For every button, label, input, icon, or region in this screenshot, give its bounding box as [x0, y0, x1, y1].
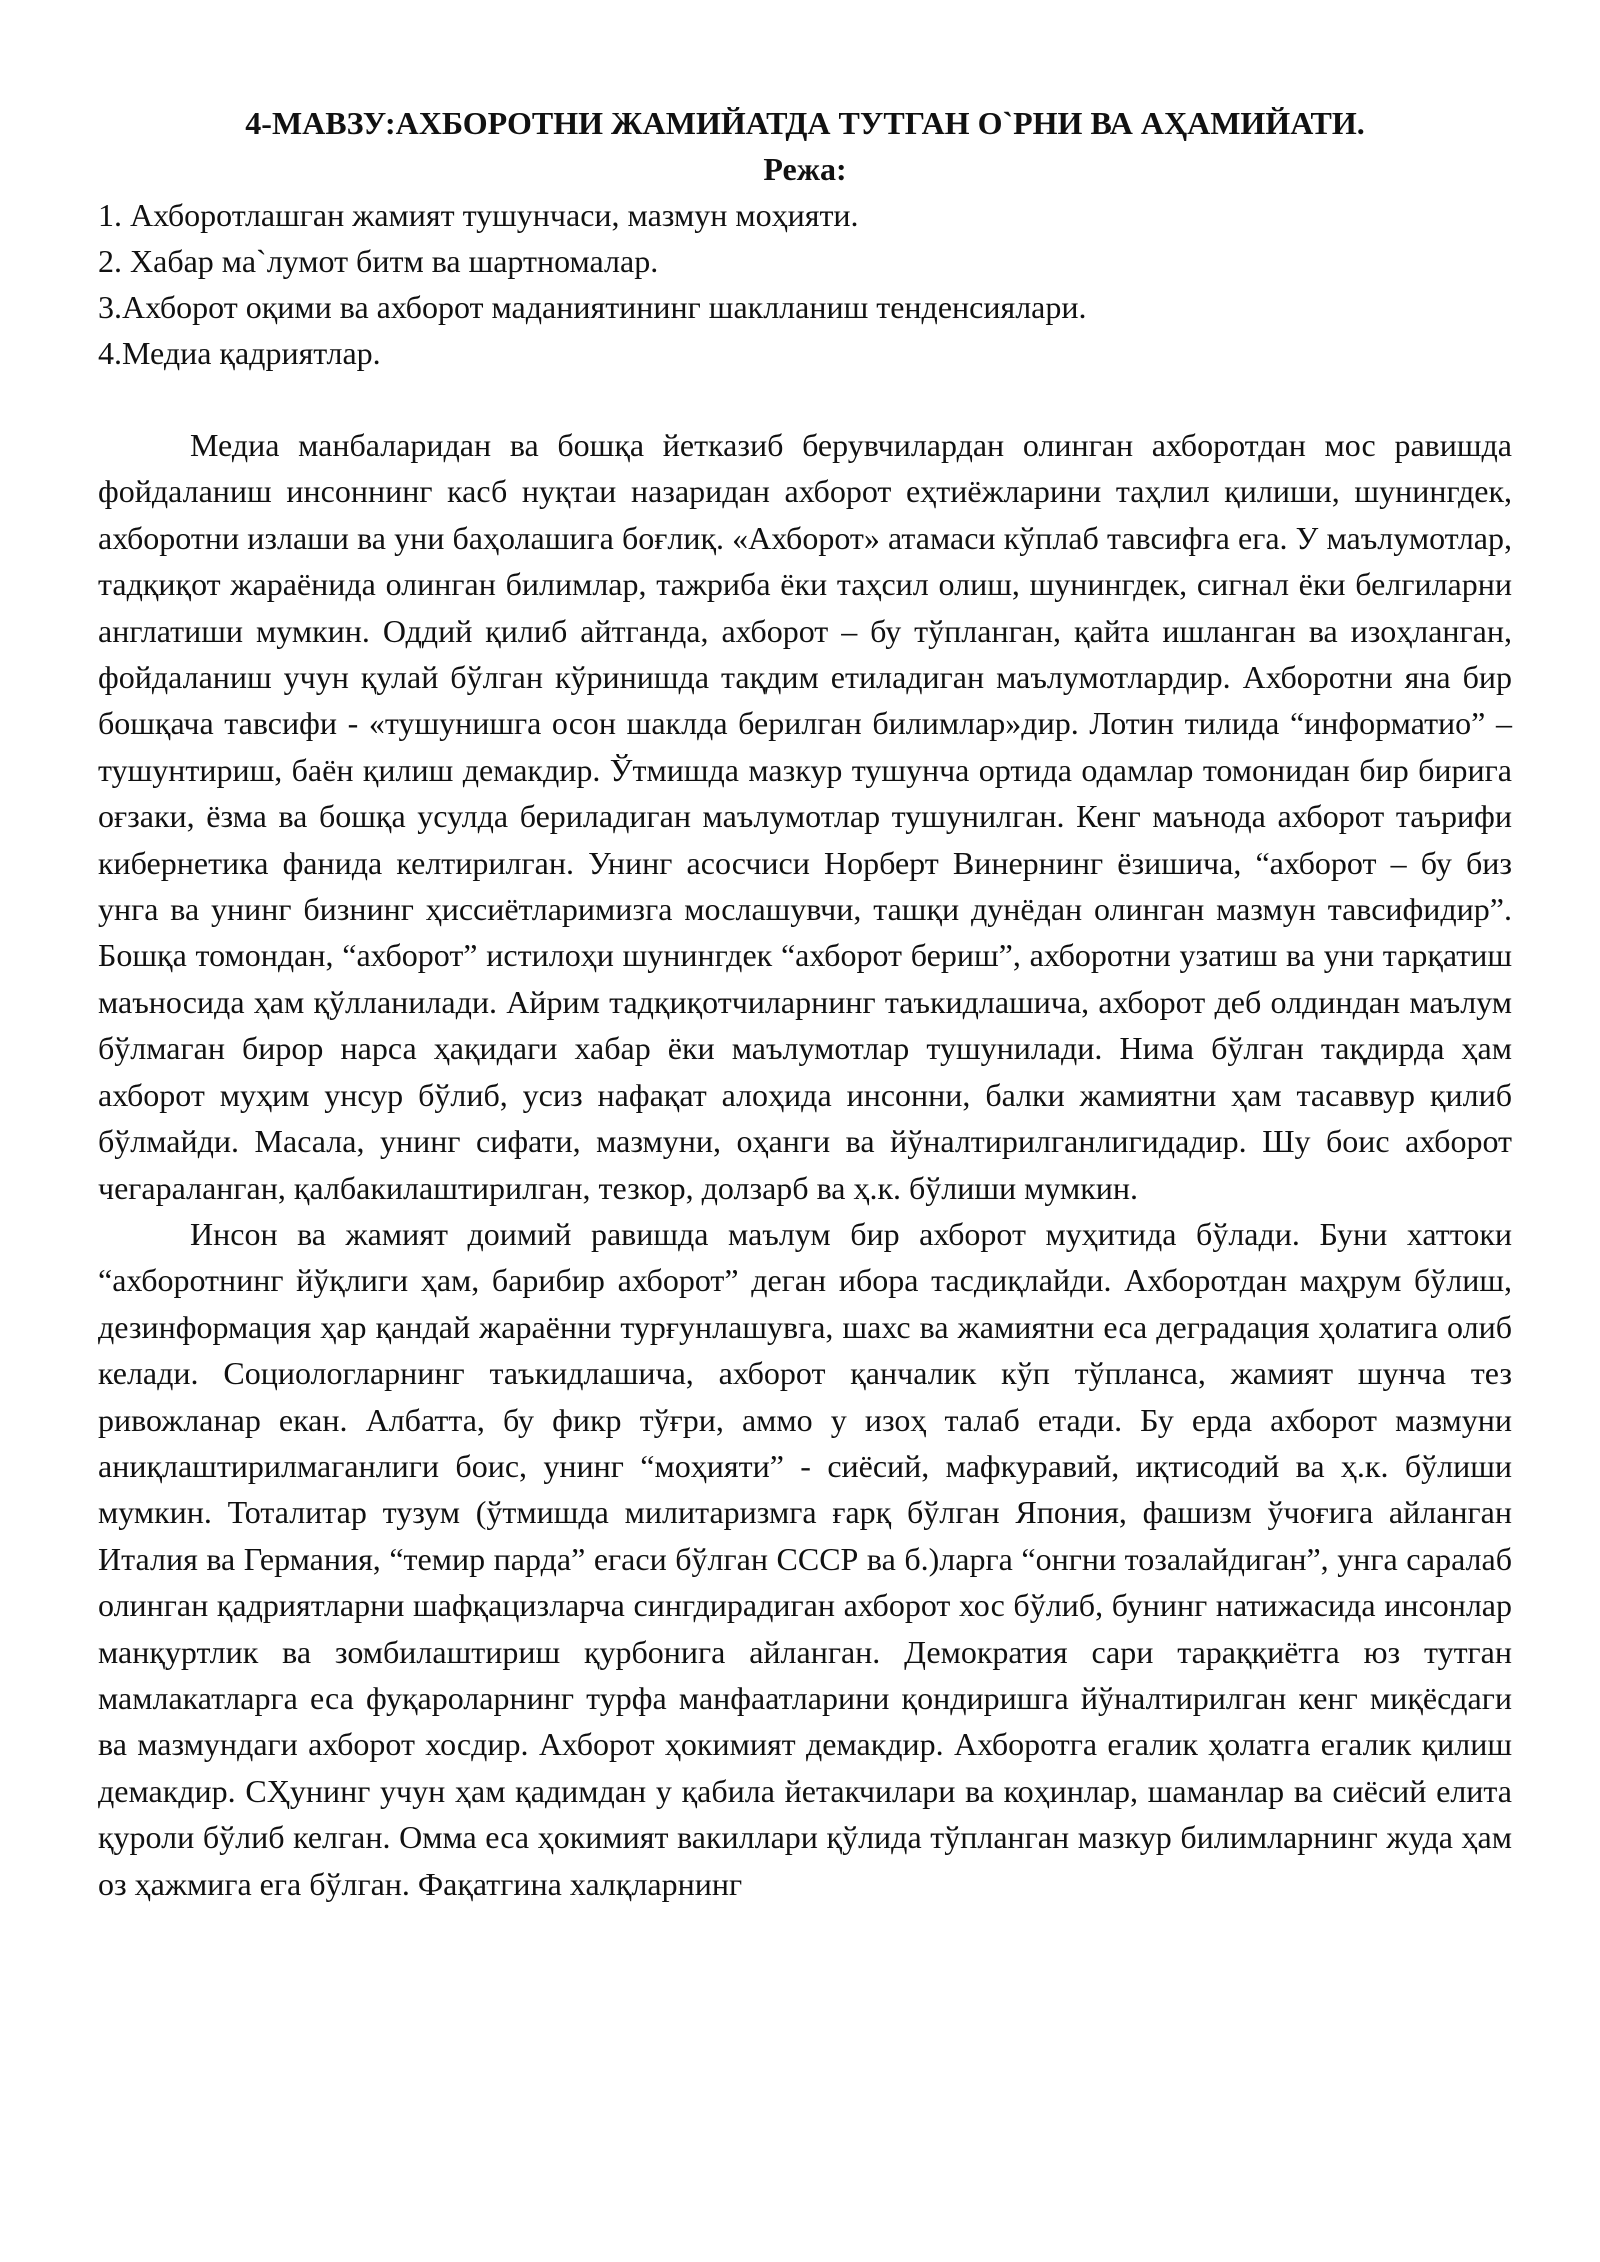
spacer [98, 376, 1512, 422]
plan-item: 2. Хабар ма`лумот битм ва шартномалар. [98, 243, 659, 279]
plan-heading: Режа: [763, 151, 847, 187]
plan-list [98, 192, 1512, 376]
plan-item: 3.Ахборот оқими ва ахборот маданиятининг шаклланиш тенденсиялари. [98, 289, 1087, 325]
plan-item: 4.Медиа қадриятлар. [98, 335, 381, 371]
body-paragraph: Инсон ва жамият доимий равишда маълум бир ахборот муҳитида бўлади. Буни хаттоки “ахборотнинг йўқлиги ҳам, барибир ахборот” деган ибора тасдиқлайди. Ахборотдан маҳрум бўлиш, дезинформация ҳар қандай жараённи турғунлашувга, шахс ва жамиятни еса деградация ҳолатига олиб келади. Социологларнинг таъкидлашича, ахборот қанчалик кўп тўпланса, жамият шунча тез ривожланар екан. Албатта, бу фикр тўғри, аммо у изоҳ талаб етади. Бу ерда ахборот мазмуни аниқлаштирилмаганлиги боис, унинг “моҳияти” - сиёсий, мафкуравий, иқтисодий ва ҳ.к. бўлиши мумкин. Тоталитар тузум (ўтмишда милитаризмга ғарқ бўлган Япония, фашизм ўчоғига айланган Италия ва Германия, “темир парда” егаси бўлган СССР ва б.)ларга “онгни тозалайдиган”, унга саралаб олинган қадриятларни шафқацизларча сингдирадиган ахборот хос бўлиб, бунинг натижасида инсонлар манқуртлик ва зомбилаштириш қурбонига айланган. Демократия сари тараққиётга юз тутган мамлакатларга еса фуқароларнинг турфа манфаатларини қондиришга йўналтирилган кенг миқёсдаги ва мазмундаги ахборот хосдир. Ахборот ҳокимият демакдир. Ахборотга егалик ҳолатга егалик қилиш демакдир. СҲунинг учун ҳам қадимдан у қабила йетакчилари ва коҳинлар, шаманлар ва сиёсий елита қуроли бўлиб келган. Омма еса ҳокимият вакиллари қўлида тўпланган мазкур билимларнинг жуда ҳам оз ҳажмига ега бўлган. Фақатгина халқларнинг [98, 1215, 1512, 1902]
page-title: 4-МАВЗУ:АХБОРОТНИ ЖАМИЙАТДА ТУТГАН О`РНИ ВА АҲАМИЙАТИ. [245, 105, 1365, 141]
document-page [98, 92, 1512, 1907]
plan-item: 1. Ахборотлашган жамият тушунчаси, мазмун моҳияти. [98, 197, 859, 233]
body-paragraph: Медиа манбаларидан ва бошқа йетказиб берувчилардан олинган ахборотдан мос равишда фойдаланиш инсоннинг касб нуқтаи назаридан ахборот еҳтиёжларини таҳлил қилиши, шунингдек, ахборотни излаши ва уни баҳолашига боғлиқ. «Ахборот» атамаси кўплаб тавсифга ега. У маълумотлар, тадқиқот жараёнида олинган билимлар, тажриба ёки таҳсил олиш, шунингдек, сигнал ёки белгиларни англатиши мумкин. Оддий қилиб айтганда, ахборот – бу тўпланган, қайта ишланган ва изоҳланган, фойдаланиш учун қулай бўлган кўринишда тақдим етиладиган маълумотлардир. Ахборотни яна бир бошқача тавсифи - «тушунишга осон шаклда берилган билимлар»дир. Лотин тилида “информатио” – тушунтириш, баён қилиш демакдир. Ўтмишда мазкур тушунча ортида одамлар томонидан бир бирига оғзаки, ёзма ва бошқа усулда бериладиган маълумотлар тушунилган. Кенг маънода ахборот таърифи кибернетика фанида келтирилган. Унинг асосчиси Норберт Винернинг ёзишича, “ахборот – бу биз унга ва унинг бизнинг ҳиссиётларимизга мослашувчи, ташқи дунёдан олинган мазмун тавсифидир”. Бошқа томондан, “ахборот” истилоҳи шунингдек “ахборот бериш”, ахборотни узатиш ва уни тарқатиш маъносида ҳам қўлланилади. Айрим тадқиқотчиларнинг таъкидлашича, ахборот деб олдиндан маълум бўлмаган бирор нарса ҳақидаги хабар ёки маълумотлар тушунилади. Нима бўлган тақдирда ҳам ахборот муҳим унсур бўлиб, усиз нафақат алоҳида инсонни, балки жамиятни ҳам тасаввур қилиб бўлмайди. Масала, унинг сифати, мазмуни, оҳанги ва йўналтирилганлигидадир. Шу боис ахборот чегараланган, қалбакилаштирилган, тезкор, долзарб ва ҳ.к. бўлиши мумкин. [98, 427, 1512, 1206]
